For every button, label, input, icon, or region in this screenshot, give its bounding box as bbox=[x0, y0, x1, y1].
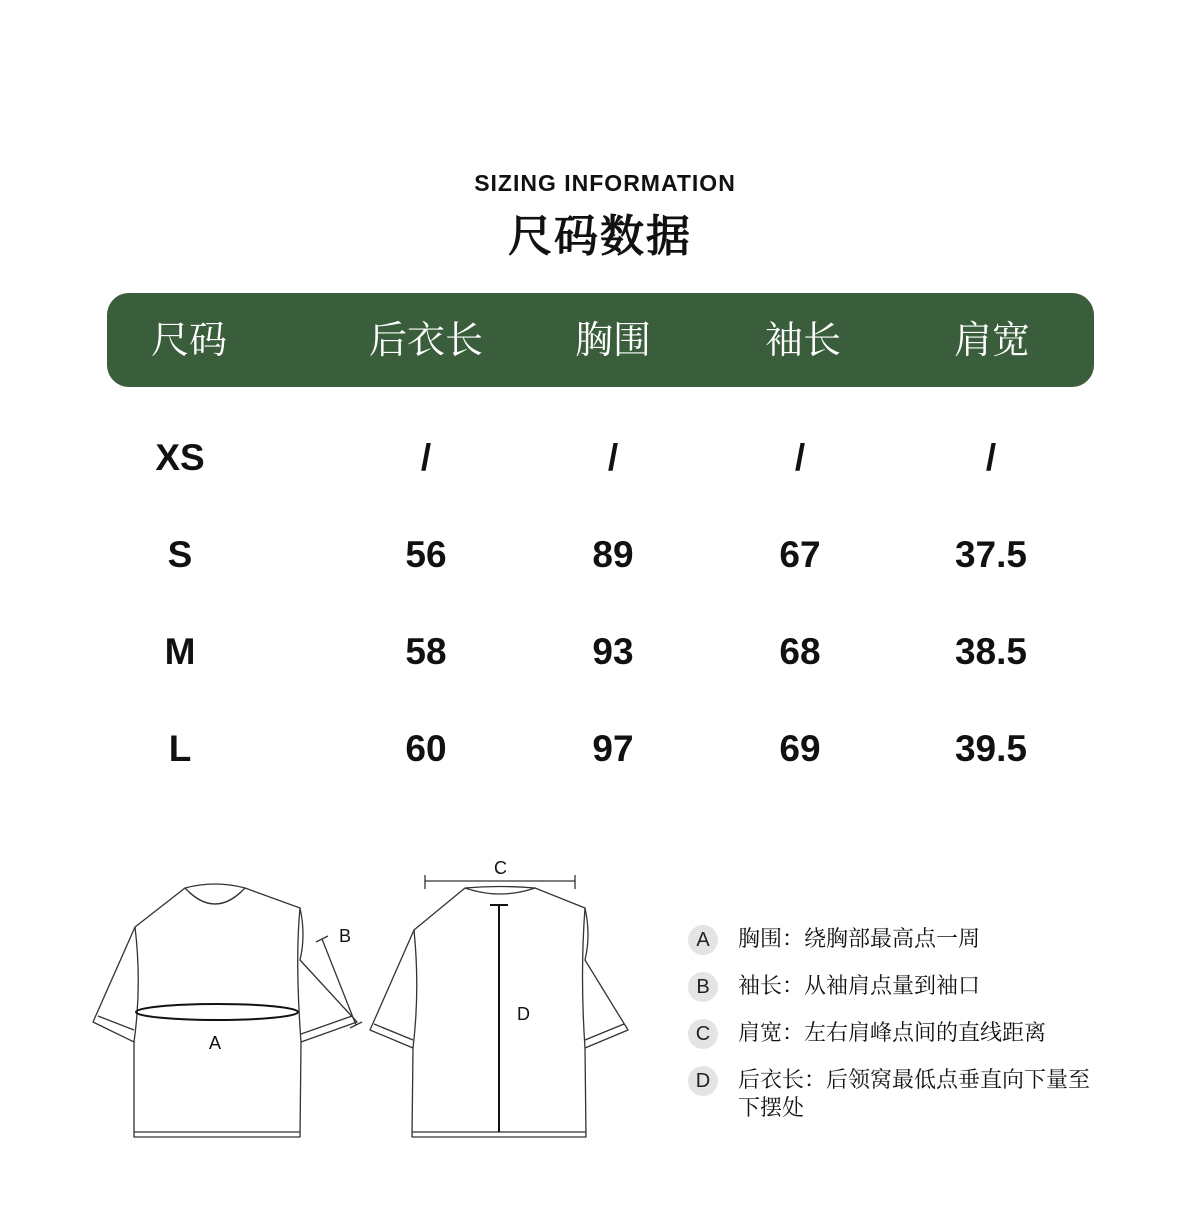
legend-badge: B bbox=[688, 972, 718, 1002]
size-cell: L bbox=[168, 728, 192, 769]
title-chinese: 尺码数据 bbox=[508, 211, 692, 262]
legend-text: 肩宽：左右肩峰点间的直线距离 bbox=[738, 1021, 1047, 1046]
sleeve-length-cell: 69 bbox=[779, 728, 821, 769]
back-length-cell: 60 bbox=[405, 728, 447, 769]
shoulder-width-cell: 38.5 bbox=[954, 631, 1027, 672]
legend-item bbox=[688, 1066, 1138, 1126]
title-english: SIZING INFORMATION bbox=[474, 170, 736, 196]
size-cell: XS bbox=[155, 437, 205, 478]
header-size: 尺码 bbox=[150, 318, 227, 362]
sleeve-length-cell: 67 bbox=[779, 534, 821, 575]
legend-item bbox=[688, 972, 1138, 1004]
label-b: B bbox=[339, 926, 352, 946]
shoulder-width-cell: 37.5 bbox=[954, 534, 1027, 575]
legend-text: 后衣长：后领窝最低点垂直向下量至下摆处 bbox=[738, 1068, 1091, 1121]
chest-cell: 97 bbox=[592, 728, 634, 769]
legend-badge: A bbox=[688, 925, 718, 955]
legend-item bbox=[688, 925, 1138, 957]
header-chest: 胸围 bbox=[574, 318, 651, 362]
size-cell: M bbox=[164, 631, 196, 672]
legend-badge: D bbox=[688, 1066, 718, 1096]
front-tshirt-outline bbox=[93, 884, 357, 1137]
legend-text: 袖长：从袖肩点量到袖口 bbox=[738, 974, 981, 999]
chest-cell: / bbox=[607, 437, 619, 478]
back-length-cell: / bbox=[420, 437, 432, 478]
label-c: C bbox=[494, 858, 507, 878]
header-shoulder-width: 肩宽 bbox=[953, 318, 1030, 362]
chest-cell: 89 bbox=[592, 534, 634, 575]
legend-item bbox=[688, 1019, 1138, 1051]
legend-text: 胸围：绕胸部最高点一周 bbox=[738, 927, 981, 952]
label-d: D bbox=[517, 1004, 530, 1024]
chest-cell: 93 bbox=[592, 631, 634, 672]
back-length-cell: 58 bbox=[405, 631, 447, 672]
sleeve-length-cell: / bbox=[794, 437, 806, 478]
header-sleeve-length: 袖长 bbox=[764, 318, 841, 362]
measurement-legend bbox=[688, 925, 1138, 1141]
size-cell: S bbox=[167, 534, 193, 575]
legend-badge: C bbox=[688, 1019, 718, 1049]
label-a: A bbox=[209, 1033, 222, 1053]
back-length-cell: 56 bbox=[405, 534, 447, 575]
header-back-length: 后衣长 bbox=[368, 318, 483, 362]
shoulder-width-cell: 39.5 bbox=[954, 728, 1027, 769]
sleeve-length-cell: 68 bbox=[779, 631, 821, 672]
shoulder-width-cell: / bbox=[985, 437, 997, 478]
